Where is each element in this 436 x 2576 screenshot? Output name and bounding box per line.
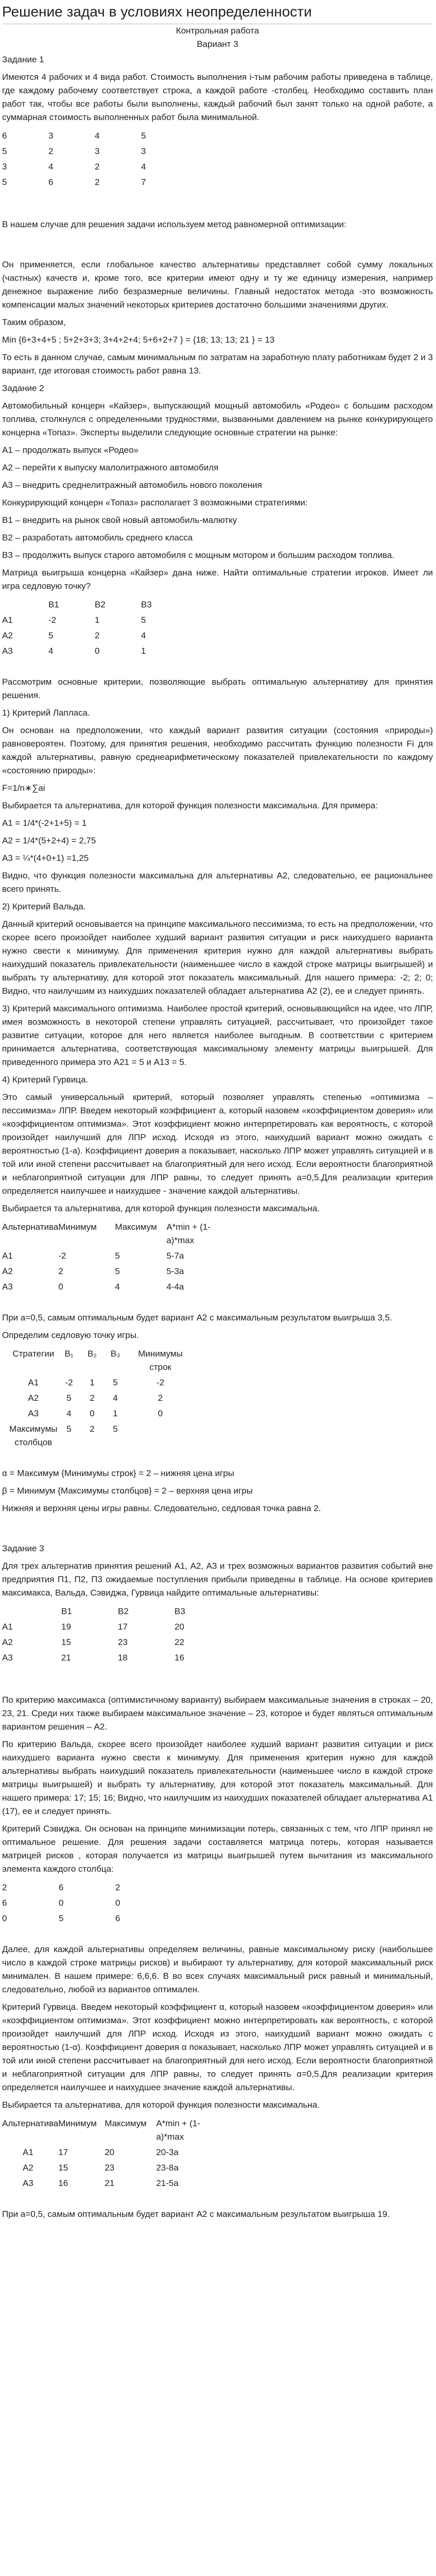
table-header-row: Альтернатива Минимум Максимум A*min + (1-a)*max	[2, 2119, 200, 2142]
task3-matrix	[2, 1604, 231, 1666]
table-row: A2 2 5 5-3a	[2, 1266, 184, 1276]
laplace-a2: А2 = 1/4*(5+2+4) = 2,75	[2, 836, 96, 845]
table-row: Максимумы столбцов 5 2 5	[9, 1424, 118, 1447]
table-row: A2 5 2 4	[2, 631, 146, 640]
table-row: A1 -2 1 5 -2	[28, 1378, 165, 1387]
task1-method-desc: Он применяется, если глобальное качество альтернативы представляет собой сумму локальных (частных) качеств и, кроме того, все критерии имеют одну и ту же единицу измерения, например денежное выражение либо безразмерные величины. Главный недостаток метода -это возможность компенсации малых значений некоторых критериев достаточно большими значениями других.	[2, 260, 433, 310]
strategy-a3: А3 – внедрить среднелитражный автомобиль нового поколения	[2, 480, 262, 490]
hurwicz-choice: Выбирается та альтернатива, для которой функция полезности максимальна.	[2, 1204, 320, 1213]
table-row: 6 0 0	[2, 1898, 120, 1908]
hurwicz-result: При a=0,5, самым оптимальным будет вариант А2 с максимальным результатом выигрыша 3,5.	[2, 1313, 392, 1323]
hurwicz-title: 4) Критерий Гурвица.	[2, 1075, 89, 1084]
laplace-choice: Выбирается та альтернатива, для которой функция полезности максимальна. Для примера:	[2, 801, 378, 810]
savage-conclusion: Далее, для каждой альтернативы определяем величины, равные максимальному риску (наибольшее число в каждой строке матрицы рисков) и выбирают ту альтернативу, для которой максимальный риск минимален. В нашем примере: 6,6,6. В во всех случаях максимальный риск равный и минимальный, следовательно, любой из вариантов оптимален.	[2, 1944, 433, 1994]
task1-thus: Таким образом,	[2, 317, 66, 327]
task1-label: Задание 1	[2, 55, 44, 64]
task2-label: Задание 2	[2, 383, 44, 393]
table-row: A2 15 23 23-8a	[23, 2163, 179, 2173]
maxmax-text-3: По критерию максимакса (оптимистичному варианту) выбираем максимальные значения в строках – 20, 23, 21. Среди них также выбираем максимальное значение – 23, которое и будет являться оптимальным вариантом решения – А2.	[2, 1695, 433, 1732]
task1-answer: То есть в данном случае, самым минимальным по затратам на заработную плату работникам будет 2 и 3 вариант, где итоговая стоимость работ равна 13.	[2, 352, 433, 376]
task3-intro: Для трех альтернатив принятия решений А1, А2, А3 и трех возможных вариантов развития событий вне предприятия П1, П2, П3 ожидаемые поступления прибыли приведены в таблице. На основе критериев максимакса, Вальда, Сэвиджа, Гурвица найдите оптимальные альтернативы:	[2, 1561, 433, 1598]
saddle-title: Определим седловую точку игры.	[2, 1330, 139, 1340]
table-row: A3 4 0 1	[2, 646, 146, 656]
criteria-intro: Рассмотрим основные критерии, позволяющие выбрать оптимальную альтернативу для принятия решения.	[2, 677, 433, 700]
alpha-text: α = Максимум {Минимумы строк} = 2 – нижняя цена игры	[2, 1468, 235, 1478]
task1-intro: Имеются 4 рабочих и 4 вида работ. Стоимость выполнения i-тым рабочим работы приведена в таблице, где каждому рабочему соответствует строка, а каждой работе -столбец. Необходимо составить план работ так, чтобы все работы были выполнены, каждый рабочий был занят только на одной работе, а суммарная стоимость выполненных работ была минимальной.	[2, 72, 433, 122]
table-row: A3 16 21 21-5a	[23, 2178, 179, 2188]
table-row: A1 -2 1 5	[2, 615, 146, 625]
table-header-row: Альтернатива Минимум Максимум A*min + (1-a)*max	[2, 1222, 211, 1245]
task1-formula: Min {6+3+4+5 ; 5+2+3+3; 3+4+2+4; 5+6+2+7 } = {18; 13; 13; 21 } = 13	[2, 335, 275, 345]
hurwicz-table-3	[2, 2116, 223, 2191]
laplace-title: 1) Критерий Лапласа.	[2, 708, 90, 718]
task2-intro: Автомобильный концерн «Кайзер», выпускающий мощный автомобиль «Родео» с большим расходом топлива, столкнулся с определенными трудностями, вызванными давлением на рынке конкурирующего концерна «Топаз». Эксперты выделили следующие основные стратегии на рынке:	[2, 401, 433, 437]
saddle-conclusion: Нижняя и верхняя цены игры равны. Следовательно, седловая точка равна 2.	[2, 1503, 321, 1513]
strategy-a1: А1 – продолжать выпуск «Родео»	[2, 445, 139, 455]
table-row: 6 3 4 5	[2, 131, 146, 141]
risk-matrix	[2, 1880, 172, 1926]
task1-matrix	[2, 128, 187, 190]
table-row: A2 15 23 22	[2, 1637, 184, 1647]
laplace-a1: А1 = 1/4*(-2+1+5) = 1	[2, 818, 87, 828]
wald-title: 2) Критерий Вальда.	[2, 902, 86, 911]
wald-text-3: По критерию Вальда, скорее всего произойдет наиболее худший вариант развития ситуации и риск наихудшего варианта нужно свести к минимуму. Для применения критерия нужно для каждой альтернативы выбрать наихудший показатель привлекательности (наименьшее число в каждой строке матрицы выигрышей) и выбрать ту альтернативу, для которой этот показатель максимальный. Для нашего примера: 17; 15; 16; Видно, что наилучшим из наихудших показателей обладает альтернатива А1 (17), ее и следует принять.	[2, 1739, 433, 1816]
hurwicz-choice-3: Выбирается та альтернатива, для которой функция полезности максимальна.	[2, 2100, 320, 2110]
hurwicz-result-3: При a=0,5, самым оптимальным будет вариант А2 с максимальным результатом выигрыша 19.	[2, 2209, 390, 2219]
savage-text: Критерий Сэвиджа. Он основан на принципе минимизации потерь, связанных с тем, что ЛПР принял не оптимальное решение. Для решения задачи составляется матрица потерь, которая называется матрицей рисков , которая получается из матрицы выигрышей путем вычитания из максимального элемента каждого столбца:	[2, 1824, 433, 1874]
laplace-a3: А3 = ¼*(4+0+1) =1,25	[2, 853, 89, 863]
task1-method: В нашем случае для решения задачи используем метод равномерной оптимизации:	[2, 219, 346, 229]
table-row: A2 5 2 4 2	[28, 1393, 163, 1403]
competitor-text: Конкурирующий концерн «Топаз» располагает 3 возможными стратегиями:	[2, 498, 308, 507]
table-row: A1 -2 5 5-7a	[2, 1251, 184, 1261]
strategy-b1: В1 – внедрить на рынок свой новый автомобиль-малютку	[2, 515, 237, 525]
table-row: 5 2 3 3	[2, 146, 146, 156]
table-row: A1 19 17 20	[2, 1622, 184, 1632]
task2-matrix	[2, 597, 187, 659]
table-row: A3 4 0 1 0	[28, 1409, 163, 1418]
strategy-a2: А2 – перейти к выпуску малолитражного автомобиля	[2, 463, 219, 472]
table-row: 2 6 2	[2, 1883, 120, 1892]
hurwicz-table	[2, 1219, 228, 1295]
beta-text: β = Минимум {Максимумы столбцов} = 2 – верхняя цена игры	[2, 1486, 253, 1496]
hurwicz-text-3: Критерий Гурвица. Введем некоторый коэффициент α, который назовем «коэффициентом доверия» или «коэффициентом оптимизма». Этот коэффициент можно интерпретировать как вероятность, с которой произойдет наилучший для ЛПР исход. Исходя из этого, наихудший вариант можно ожидать с вероятностью (1-α). Коэффициент доверия α показывает, насколько ЛПР может управлять ситуацией и в той или иной степени рассчитывает на благоприятный для него исход. Если вероятности благоприятной и неблагоприятной ситуации для ЛПР равны, то следует принять α=0,5.Для реализации критерия определяется наилучшее и наихудшее значение каждой альтернативы.	[2, 2002, 433, 2092]
table-header-row: B1 B2 B3	[48, 600, 152, 609]
task3-label: Задание 3	[2, 1544, 44, 1553]
table-row: 3 4 2 4	[2, 162, 146, 172]
strategy-b2: В2 – разработать автомобиль среднего класса	[2, 533, 193, 543]
hurwicz-text: Это самый универсальный критерий, который позволяет управлять степенью «оптимизма – пессимизма» ЛПР. Введем некоторый коэффициент а, который назовем «коэффициентом доверия» или «коэффициентом оптимизма». Этот коэффициент можно интерпретировать как вероятность, с которой произойдет наилучший для ЛПР исход. Исходя из этого, наихудший вариант можно ожидать с вероятностью (1-а). Коэффициент доверия а показывает, насколько ЛПР может управлять ситуацией и в той или иной степени рассчитывает на благоприятный для него исход. Если вероятности благоприятной и неблагоприятной ситуации для ЛПР равны, то следует принять a=0,5.Для реализации критерия определяется наилучшее и наихудшее - значение каждой альтернативы.	[2, 1092, 433, 1196]
table-header-row: Стратегии B₁ B₂ B₃ Минимумы строк	[12, 1349, 183, 1372]
task2-question: Матрица выигрыша концерна «Кайзер» дана ниже. Найти оптимальные стратегии игроков. Имеет ли игра седловую точку?	[2, 568, 433, 591]
strategy-b3: В3 – продолжить выпуск старого автомобиля с мощным мотором и большим расходом топлива.	[2, 550, 395, 560]
laplace-conclusion: Видно, что функция полезности максимальна для альтернативы А2, следовательно, ее рациональнее всего принять.	[2, 871, 433, 894]
saddle-table	[9, 1346, 194, 1450]
table-row: A3 21 18 16	[2, 1653, 184, 1663]
laplace-text: Он основан на предположении, что каждый вариант развития ситуации (состояния «природы») равновероятен. Поэтому, для принятия решения, необходимо рассчитать функцию полезности Fi для каждой альтернативы, равную среднеарифметическому показателей привлекательности по каждому «состоянию природы»:	[2, 725, 433, 775]
table-row: A1 17 20 20-3a	[23, 2147, 179, 2157]
table-row: 0 5 6	[2, 1913, 120, 1923]
work-type: Контрольная работа	[176, 26, 259, 36]
table-header-row: B1 B2 B3	[61, 1606, 185, 1616]
page-title: Решение задач в условиях неопределенности	[2, 0, 433, 24]
table-row: 5 6 2 7	[2, 177, 146, 187]
maxmax-text: 3) Критерий максимального оптимизма. Наиболее простой критерий, основывающийся на идее, что ЛПР, имея возможность в некоторой степени управлять ситуацией, рассчитывает, что произойдет такое развитие ситуации, которое для него является наиболее выгодным. В соответствии с критерием принимается альтернатива, соответствующая максимальному элементу матрицы выигрышей. Для приведенного примера это А21 = 5 и А13 = 5.	[2, 1004, 433, 1067]
variant: Вариант 3	[197, 39, 238, 49]
wald-text: Данный критерий основывается на принципе максимального пессимизма, то есть на предположении, что скорее всего произойдет наиболее худший вариант развития ситуации и риск наихудшего варианта нужно свести к минимуму. Для применения критерия нужно для каждой альтернативы выбрать наихудший показатель привлекательности (наименьшее число в каждой строке матрицы выигрышей) и выбрать ту альтернативу, для которой этот показатель максимальный. Для нашего примера: -2; 2; 0; Видно, что наилучшим из наихудших показателей обладает альтернатива А2 (2), ее и следует принять.	[2, 919, 433, 996]
table-row: A3 0 4 4-4a	[2, 1282, 184, 1292]
laplace-formula: F=1/n∗∑ai	[2, 783, 45, 793]
